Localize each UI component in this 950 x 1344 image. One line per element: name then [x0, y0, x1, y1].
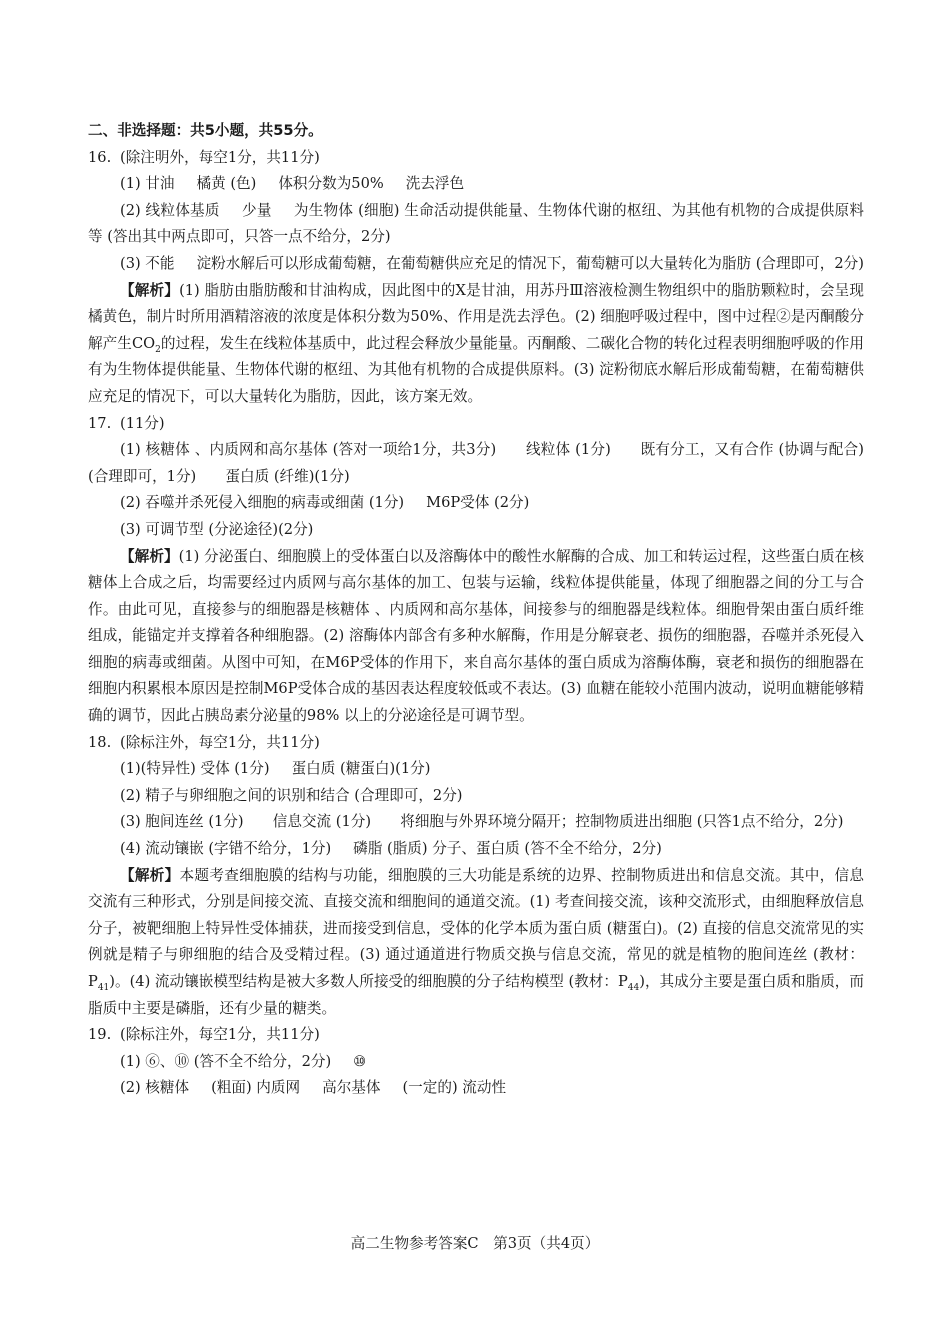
answer-page	[88, 118, 864, 1102]
q17-a2-blank-1: (2) 吞噬并杀死侵入细胞的病毒或细菌 (1分)	[120, 494, 405, 512]
q19-a2-blank-3: 高尔基体	[322, 1079, 381, 1097]
q16-a1-blank-4: 洗去浮色	[405, 175, 465, 193]
q18-analysis-text-3: )，其成分主要是蛋白质和脂质，而脂质中主要是磷脂，还有少量的糖类。	[88, 973, 864, 1017]
q16-a2-blank-2: 少量	[241, 201, 272, 219]
q18-analysis-label: 【解析】	[120, 866, 180, 884]
q19-a1-blank-2: ⑩	[353, 1052, 367, 1070]
q18-analysis-text-1: 本题考查细胞膜的结构与功能，细胞膜的三大功能是系统的边界、控制物质进出和信息交流。其中，信息交流有三种形式，分别是间接交流、直接交流和细胞间的通道交流。(1) 考查间接交流，该种交流形式，由细胞释放信息分子，被靶细胞上特异性受体捕获，进而接受到信息，受体的化学本质为蛋白质 (糖蛋白)。(2) 直接的信息交流常见的实例就是精子与卵细胞的结合及受精过程。(3) 通过通道进行物质交换与信息交流，常见的就是植物的胞间连丝 (教材：P	[88, 866, 864, 990]
q19-a2-blank-2: (粗面) 内质网	[211, 1079, 301, 1097]
q19-header-line	[88, 1022, 864, 1049]
q19-a1-blank-1: (1) ⑥、⑩ (答不全不给分，2分)	[120, 1052, 332, 1070]
q18-header-line	[88, 730, 864, 757]
q16-a1-blank-3: 体积分数为50%	[278, 175, 384, 193]
q16-a3-blank-1: (3) 不能	[120, 254, 175, 272]
q16-header: (除注明外，每空1分，共11分)	[120, 148, 320, 166]
q17-answer-1: (1) 核糖体 、内质网和高尔基体 (答对一项给1分，共3分) 线粒体 (1分) 既有分工，又有合作 (协调与配合)(合理即可，1分) 蛋白质 (纤维)(1分)	[88, 441, 864, 485]
q17-analysis-label: 【解析】	[120, 547, 179, 565]
q17-analysis-text: (1) 分泌蛋白、细胞膜上的受体蛋白以及溶酶体中的酸性水解酶的合成、加工和转运过程，这些蛋白质在核糖体上合成之后，均需要经过内质网与高尔基体的加工、包装与运输，线粒体提供能量，体现了细胞器之间的分工与合作。由此可见，直接参与的细胞器是核糖体 、内质网和高尔基体，间接参与的细胞器是线粒体。细胞骨架由蛋白质纤维组成，能锚定并支撑着各种细胞器。(2) 溶酶体内部含有多种水解酶，作用是分解衰老、损伤的细胞器，吞噬并杀死侵入细胞的病毒或细菌。从图中可知，在M6P受体的作用下，来自高尔基体的蛋白质成为溶酶体酶，衰老和损伤的细胞器在细胞内积累根本原因是控制M6P受体合成的基因表达程度较低或不表达。(3) 血糖在能较小范围内波动，说明血糖能够精确的调节，因此占胰岛素分泌量的98% 以上的分泌途径是可调节型。	[88, 547, 864, 725]
question-19	[88, 1022, 864, 1102]
q18-a1-blank-2: 蛋白质 (糖蛋白)(1分)	[291, 760, 431, 778]
q16-answer-1	[88, 171, 864, 198]
q18-answer-1	[88, 756, 864, 783]
q18-a4-blank-1: (4) 流动镶嵌 (字错不给分，1分)	[120, 840, 332, 858]
q16-analysis-subscript: 2	[155, 344, 161, 355]
q18-analysis-subscript-2: 44	[627, 982, 640, 993]
q19-header: (除标注外，每空1分，共11分)	[120, 1026, 320, 1044]
question-16	[88, 145, 864, 411]
q17-number: 17.	[88, 414, 112, 432]
q17-header-line	[88, 411, 864, 438]
q18-a1-blank-1: (1)(特异性) 受体 (1分)	[120, 760, 270, 778]
q18-answer-2: (2) 精子与卵细胞之间的识别和结合 (合理即可，2分)	[120, 786, 463, 804]
q19-answer-1	[88, 1049, 864, 1076]
section-title: 二、非选择题：共5小题，共55分。	[88, 122, 323, 139]
question-17	[88, 411, 864, 730]
q16-answer-2	[88, 198, 864, 251]
question-18	[88, 730, 864, 1023]
q18-answer-4	[88, 836, 864, 863]
page-footer: 高二生物参考答案C 第3页（共4页）	[350, 1235, 600, 1252]
q16-a1-blank-2: 橘黄 (色)	[196, 175, 257, 193]
q17-answer-2	[88, 490, 864, 517]
q16-analysis	[88, 278, 864, 411]
q19-a2-blank-4: (一定的) 流动性	[402, 1079, 507, 1097]
q16-a3-blank-2: 淀粉水解后可以形成葡萄糖，在葡萄糖供应充足的情况下，葡萄糖可以大量转化为脂肪 (合理即可，2分)	[196, 254, 864, 272]
q19-answer-2	[88, 1075, 864, 1102]
q16-analysis-text-2: 的过程，发生在线粒体基质中，此过程会释放少量能量。丙酮酸、二碳化合物的转化过程表明细胞呼吸的作用有为生物体提供能量、生物体代谢的枢纽、为其他有机物的合成提供原料。(3) 淀粉彻底水解后形成葡萄糖，在葡萄糖供应充足的情况下，可以大量转化为脂肪，因此，该方案无效。	[88, 334, 864, 405]
q18-number: 18.	[88, 733, 112, 751]
q18-a4-blank-2: 磷脂 (脂质) 分子、蛋白质 (答不全不给分，2分)	[353, 840, 662, 858]
q16-a2-blank-3: 为生物体 (细胞) 生命活动提供能量、生物体代谢的枢纽、为其他有机物的合成提供原料等 (答出其中两点即可，只答一点不给分，2分)	[88, 201, 864, 246]
q19-a2-blank-1: (2) 核糖体	[120, 1079, 190, 1097]
q17-answer-3: (3) 可调节型 (分泌途径)(2分)	[120, 520, 314, 538]
q16-a1-blank-1: (1) 甘油	[120, 175, 175, 193]
q17-analysis	[88, 544, 864, 730]
q17-header: (11分)	[120, 414, 165, 432]
q19-number: 19.	[88, 1026, 112, 1044]
q16-analysis-text-1: (1) 脂肪由脂肪酸和甘油构成，因此图中的X是甘油，用苏丹Ⅲ溶液检测生物组织中的脂肪颗粒时，会呈现橘黄色，制片时所用酒精溶液的浓度是体积分数为50%、作用是洗去浮色。(2) 细胞呼吸过程中，图中过程②是丙酮酸分解产生CO	[88, 281, 864, 352]
q16-header-line	[88, 145, 864, 172]
q17-a2-blank-2: M6P受体 (2分)	[426, 494, 530, 512]
q18-analysis-text-2: )。(4) 流动镶嵌模型结构是被大多数人所接受的细胞膜的分子结构模型 (教材：P	[109, 973, 628, 990]
q16-answer-3	[88, 251, 864, 278]
q16-analysis-label: 【解析】	[120, 281, 180, 299]
q16-a2-blank-1: (2) 线粒体基质	[120, 201, 220, 219]
q18-answer-3: (3) 胞间连丝 (1分) 信息交流 (1分) 将细胞与外界环境分隔开；控制物质进出细胞 (只答1点不给分，2分)	[120, 813, 844, 831]
q18-analysis-subscript-1: 41	[97, 982, 110, 993]
q18-analysis	[88, 863, 864, 1023]
q18-header: (除标注外，每空1分，共11分)	[120, 733, 320, 751]
q16-number: 16.	[88, 148, 112, 166]
